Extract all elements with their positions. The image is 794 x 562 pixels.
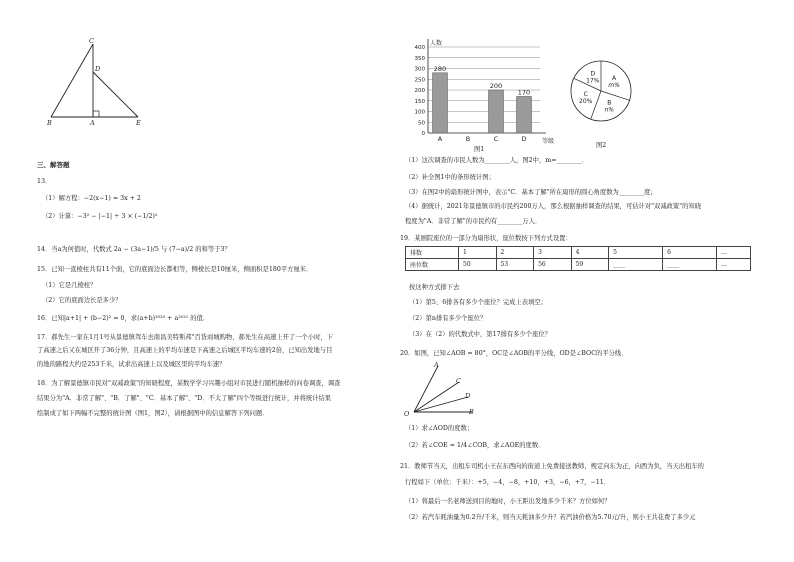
- table-cell: 排数: [406, 247, 459, 259]
- pie-slice-label-a: A: [611, 74, 617, 82]
- q19-part1: （1）第5、6排各有多少个座位？完成上表填空；: [409, 299, 547, 306]
- bar-chart-caption: 图1: [474, 146, 485, 153]
- table-cell: ____: [609, 259, 663, 271]
- table-cell: 5: [609, 247, 663, 259]
- q18-part4-line1: （4）据统计，2021年景德镇市的市民约200万人，那么根据抽样调查的结果，可估计对"双减政策"的知晓: [405, 203, 702, 210]
- label-a: A: [90, 119, 95, 127]
- q19: 19．某剧院座位的一部分为扇形状，座位数按下列方式设置：: [400, 235, 572, 242]
- pie-chart-caption: 图2: [596, 142, 607, 149]
- table-cell: 50: [459, 259, 497, 271]
- y-axis-label: 人数: [430, 40, 443, 47]
- table-cell: 3: [534, 247, 572, 259]
- pie-chart: [565, 56, 637, 126]
- label-e: E: [136, 119, 141, 127]
- y-tick-label: 0: [421, 131, 425, 137]
- right-angle-mark: [93, 111, 99, 117]
- x-tick-label: B: [465, 135, 471, 143]
- q21-line1: 21．教师节当天，出租车司机小王在东西向的街道上免费接送教师，规定向东为正，向西为负，当天出租车的: [400, 463, 704, 470]
- y-tick-label: 250: [414, 77, 425, 84]
- data-label: 280: [433, 64, 447, 73]
- x-axis-label: 等级: [542, 138, 555, 145]
- table-cell: ____: [663, 259, 717, 271]
- q16: 16．已知|a+1| + (b−2)² = 0，求(a+b)²⁰²⁰ + a²⁰²¹ 的值．: [37, 315, 210, 322]
- segment-de: [93, 72, 138, 117]
- label-b: B: [47, 119, 52, 127]
- y-tick-label: 200: [414, 88, 425, 94]
- pie-slice-value-c: 20%: [579, 98, 593, 106]
- pie-slice-label-d: D: [590, 70, 596, 78]
- label-angle-c: C: [456, 377, 461, 385]
- pie-slice-value-d: 17%: [586, 77, 600, 85]
- ray-oc: [414, 382, 459, 412]
- q20: 20．如图，已知∠AOB = 80°，OC是∠AOB的平分线，OD是∠BOC的平分线．: [400, 350, 628, 357]
- label-angle-d: D: [465, 392, 471, 400]
- q15-part1: （1）它是几棱柱？: [42, 282, 97, 289]
- pie-slice-label-c: C: [583, 91, 588, 99]
- q18-line1: 18．为了解景德镇市民对"双减政策"的知晓程度，某数学学习兴趣小组对市民进行随机抽样的问卷调查，调查: [37, 380, 341, 387]
- table-row: [406, 247, 751, 259]
- y-tick-label: 50: [418, 120, 425, 127]
- q15: 15．已知一直棱柱共有11个面，它的底面边长都相等，侧棱长是10厘米，侧面积是180平方厘米．: [37, 266, 313, 273]
- label-d: D: [95, 65, 101, 73]
- table-cell: …: [717, 259, 751, 271]
- q18-part3: （3）在图2中的扇形统计图中，表示"C．基本了解"所在扇形的圆心角度数为________度；: [405, 189, 657, 196]
- table-cell: 53: [496, 259, 534, 271]
- table-cell: 2: [496, 247, 534, 259]
- bar-chart: [400, 36, 565, 152]
- triangle-figure: [40, 36, 160, 131]
- seat-table: [405, 246, 751, 271]
- pie-slice-divider: [601, 91, 630, 100]
- q19-part3: （3）在（2）的代数式中，第17排有多少个座位？: [409, 331, 551, 338]
- q14: 14．当a为何值时，代数式 2a − (3a−1)/5 与 (7−a)/2 的和等于3？: [37, 246, 231, 253]
- table-cell: 座位数: [406, 259, 459, 271]
- pie-slice-value-b: n%: [604, 106, 615, 114]
- q13-part1: （1）解方程：−2(x−1) = 3x + 2: [42, 195, 141, 202]
- pie-slice-label-b: B: [607, 99, 612, 107]
- q18-line3: 绘制成了如下两幅不完整的统计图（图1，图2），请根据图中的信息解答下列问题．: [37, 410, 269, 417]
- label-angle-a: A: [434, 361, 439, 369]
- q15-part2: （2）它的底面边长是多少？: [42, 297, 122, 304]
- q19-part2: （2）第n排有多少个座位？: [409, 315, 487, 322]
- table-cell: 56: [534, 259, 572, 271]
- q18-part1: （1）这次调查的市民人数为________人，图2中，m=________．: [405, 157, 588, 164]
- q19-intro: 按这种方式排下去: [409, 284, 460, 291]
- q21-line2: 行程如下（单位：千米）：+5，−4，−8，+10，+3，−6，+7，−11．: [405, 479, 611, 486]
- table-cell: 1: [459, 247, 497, 259]
- q18-part4-line2: 程度为"A．非常了解"的市民约有________万人．: [405, 218, 542, 225]
- q18-line2: 结果分为"A．非常了解"、"B．了解"、"C．基本了解"、"D．不太了解"四个等级进行统计，并将统计结果: [37, 395, 332, 402]
- bar-c: [489, 90, 504, 133]
- ray-oa: [414, 366, 438, 412]
- table-cell: 59: [571, 259, 609, 271]
- table-cell: 4: [571, 247, 609, 259]
- q17-line2: 了高速之后又在城区开了36分钟，且高速上的平均车速是下高速之后城区平均车速的2倍，已知出发地与目: [37, 347, 333, 354]
- bar-a: [433, 73, 448, 133]
- data-label: 170: [517, 88, 531, 97]
- label-c: C: [89, 37, 94, 45]
- label-angle-b: B: [469, 408, 474, 416]
- q13-part2: （2）计算：−3² − |−1| ÷ 3 × (−1/2)²: [42, 213, 158, 220]
- q21-part1: （1）将最后一名老师送到目的地时，小王距出发地多少千米？方位如何？: [405, 498, 611, 505]
- segment-cb: [51, 44, 93, 117]
- section-heading: 三、解答题: [37, 161, 70, 169]
- bar-d: [517, 96, 532, 133]
- q20-part2: （2）若∠COE = 1/4∠COB，求∠AOE的度数．: [405, 442, 545, 449]
- pie-slice-value-a: m%: [608, 81, 620, 89]
- x-tick-label: A: [437, 135, 443, 143]
- q13-number: 13．: [37, 178, 52, 185]
- q18-part2: （2）补全图1中的条形统计图；: [405, 174, 495, 181]
- label-angle-o: O: [404, 410, 410, 418]
- ray-od: [414, 397, 468, 412]
- q21-part2: （2）若汽车耗油量为0.2升/千米，则当天耗油多少升？若汽油价格为5.70元/升，则小王共花费了多少元: [405, 514, 696, 521]
- angle-figure: [402, 362, 492, 422]
- table-row: [406, 259, 751, 271]
- y-tick-label: 100: [414, 109, 425, 116]
- table-cell: 6: [663, 247, 717, 259]
- q17-line3: 的地的路程大约是253千米，试求出高速上以及城区里的平均车速？: [37, 361, 226, 368]
- x-tick-label: C: [493, 135, 499, 143]
- q20-part1: （1）求∠AOD的度数；: [405, 425, 474, 432]
- table-cell: …: [717, 247, 751, 259]
- y-tick-label: 350: [414, 55, 425, 62]
- data-label: 200: [489, 82, 503, 90]
- y-tick-label: 150: [414, 98, 425, 105]
- y-tick-label: 400: [414, 45, 425, 51]
- q17-line1: 17．郝先生一家在1月1号从景德镇驾车去南昌美特斯邦"百货商城购物，郝先生在高速上开了一个小时，下: [37, 334, 333, 341]
- y-tick-label: 300: [414, 66, 425, 73]
- x-tick-label: D: [521, 135, 527, 143]
